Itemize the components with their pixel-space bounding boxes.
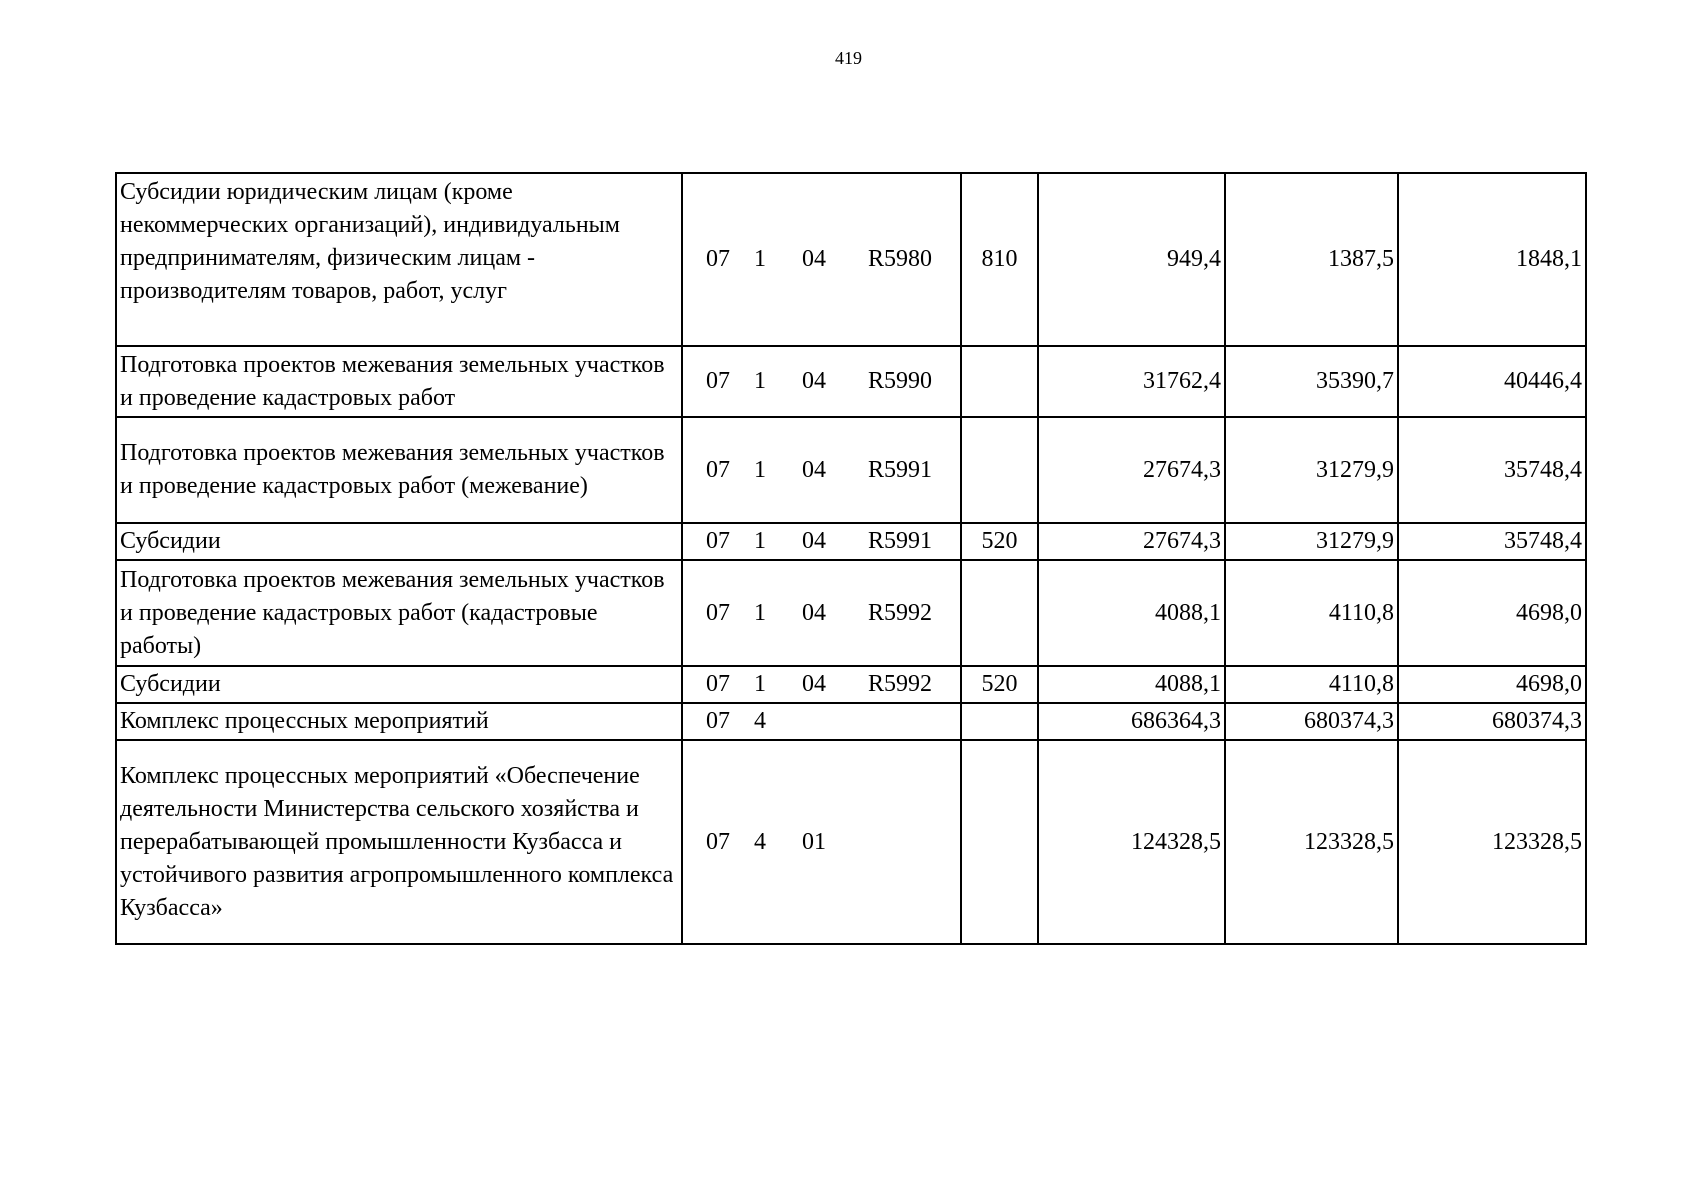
- value-year-3: 4698,0: [1398, 666, 1586, 703]
- table-row: [116, 666, 1586, 703]
- row-codes: [682, 173, 961, 346]
- value-year-3: 40446,4: [1398, 346, 1586, 417]
- expense-code: R5991: [868, 456, 933, 483]
- subprogram-code: 1: [754, 671, 766, 697]
- direction-code: 04: [802, 456, 826, 483]
- row-codes: [682, 523, 961, 560]
- expense-code: R5992: [868, 599, 933, 626]
- subprogram-code: 1: [754, 368, 766, 394]
- row-name: Субсидии: [116, 523, 682, 560]
- expense-code: R5992: [868, 671, 933, 697]
- value-year-1: 27674,3: [1038, 523, 1225, 560]
- value-year-3: 123328,5: [1398, 740, 1586, 944]
- value-year-1: 124328,5: [1038, 740, 1225, 944]
- subprogram-code: 1: [754, 456, 766, 483]
- direction-code: 04: [802, 599, 826, 626]
- expense-type-code: [961, 740, 1038, 944]
- direction-code: 04: [802, 528, 826, 554]
- subprogram-code: 1: [754, 599, 766, 626]
- row-codes: [682, 666, 961, 703]
- row-codes: [682, 740, 961, 944]
- value-year-3: 680374,3: [1398, 703, 1586, 740]
- value-year-2: 35390,7: [1225, 346, 1398, 417]
- subprogram-code: 1: [754, 528, 766, 554]
- value-year-1: 27674,3: [1038, 417, 1225, 523]
- direction-code: 04: [802, 246, 826, 272]
- table-row: [116, 703, 1586, 740]
- value-year-3: 35748,4: [1398, 523, 1586, 560]
- table-row: [116, 560, 1586, 666]
- row-name: Подготовка проектов межевания земельных участков и проведение кадастровых работ (межевание): [116, 417, 682, 523]
- value-year-3: 35748,4: [1398, 417, 1586, 523]
- row-name: Подготовка проектов межевания земельных участков и проведение кадастровых работ: [116, 346, 682, 417]
- row-name: Комплекс процессных мероприятий «Обеспечение деятельности Министерства сельского хозяйства и перерабатывающей промышленности Кузбасса и устойчивого развития агропромышленного комплекса Кузбасса»: [116, 740, 682, 944]
- expense-type-code: 520: [961, 523, 1038, 560]
- direction-code: 01: [802, 828, 826, 855]
- value-year-1: 949,4: [1038, 173, 1225, 346]
- row-codes: [682, 346, 961, 417]
- expense-type-code: [961, 417, 1038, 523]
- value-year-2: 123328,5: [1225, 740, 1398, 944]
- table-row: [116, 523, 1586, 560]
- expense-code: R5991: [868, 528, 933, 554]
- value-year-2: 31279,9: [1225, 417, 1398, 523]
- row-name: Субсидии: [116, 666, 682, 703]
- direction-code: 04: [802, 368, 826, 394]
- subprogram-code: 1: [754, 246, 766, 272]
- direction-code: 04: [802, 671, 826, 697]
- expense-type-code: [961, 346, 1038, 417]
- table-row: [116, 740, 1586, 944]
- row-codes: [682, 560, 961, 666]
- table-row: [116, 346, 1586, 417]
- value-year-1: 31762,4: [1038, 346, 1225, 417]
- expense-type-code: 520: [961, 666, 1038, 703]
- program-code: 07: [706, 708, 730, 734]
- row-name: Комплекс процессных мероприятий: [116, 703, 682, 740]
- program-code: 07: [706, 246, 730, 272]
- program-code: 07: [706, 368, 730, 394]
- expense-type-code: [961, 703, 1038, 740]
- value-year-2: 4110,8: [1225, 560, 1398, 666]
- value-year-2: 1387,5: [1225, 173, 1398, 346]
- subprogram-code: 4: [754, 708, 766, 734]
- program-code: 07: [706, 599, 730, 626]
- row-name: Субсидии юридическим лицам (кроме некоммерческих организаций), индивидуальным предпринимателям, физическим лицам - производителям товаров, работ, услуг: [116, 173, 682, 346]
- expense-type-code: [961, 560, 1038, 666]
- expense-code: R5980: [868, 246, 933, 272]
- page-number: 419: [835, 48, 862, 68]
- row-codes: [682, 417, 961, 523]
- value-year-1: 4088,1: [1038, 560, 1225, 666]
- program-code: 07: [706, 828, 730, 855]
- value-year-2: 4110,8: [1225, 666, 1398, 703]
- value-year-3: 1848,1: [1398, 173, 1586, 346]
- subprogram-code: 4: [754, 828, 766, 855]
- table-row: [116, 417, 1586, 523]
- program-code: 07: [706, 528, 730, 554]
- expense-code: R5990: [868, 368, 933, 394]
- program-code: 07: [706, 671, 730, 697]
- value-year-1: 686364,3: [1038, 703, 1225, 740]
- row-codes: [682, 703, 961, 740]
- value-year-2: 680374,3: [1225, 703, 1398, 740]
- budget-table: [115, 172, 1587, 945]
- value-year-1: 4088,1: [1038, 666, 1225, 703]
- program-code: 07: [706, 456, 730, 483]
- value-year-2: 31279,9: [1225, 523, 1398, 560]
- expense-type-code: 810: [961, 173, 1038, 346]
- row-name: Подготовка проектов межевания земельных участков и проведение кадастровых работ (кадастровые работы): [116, 560, 682, 666]
- value-year-3: 4698,0: [1398, 560, 1586, 666]
- table-row: [116, 173, 1586, 346]
